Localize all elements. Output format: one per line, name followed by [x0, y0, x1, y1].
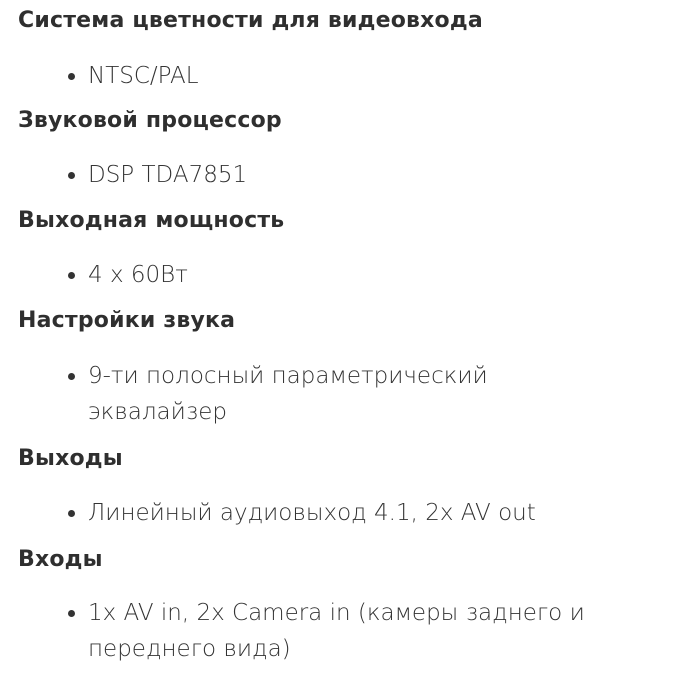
- spec-list: [18, 6, 668, 667]
- spec-values: [18, 358, 668, 430]
- spec-section-sound-processor: [18, 106, 668, 193]
- spec-section-sound-settings: [18, 306, 668, 430]
- spec-values: [18, 595, 668, 667]
- spec-value-text: DSP TDA7851: [88, 162, 248, 188]
- bullet-icon: [68, 172, 75, 179]
- spec-section-outputs: [18, 444, 668, 531]
- bullet-icon: [68, 73, 75, 80]
- spec-heading: Настройки звука: [18, 308, 236, 333]
- spec-values: [18, 495, 668, 531]
- spec-value-item: [18, 257, 668, 293]
- spec-value-text: 4 x 60Вт: [88, 262, 188, 288]
- bullet-icon: [68, 610, 75, 617]
- bullet-icon: [68, 510, 75, 517]
- spec-value-item: [18, 58, 668, 94]
- spec-values: [18, 257, 668, 293]
- bullet-icon: [68, 272, 75, 279]
- spec-section-video-color-system: [18, 6, 668, 94]
- spec-value-text: 1x AV in, 2x Camera in (камеры заднего и переднего вида): [88, 600, 585, 662]
- spec-heading: Выходная мощность: [18, 208, 285, 233]
- bullet-icon: [68, 373, 75, 380]
- spec-value-text: 9-ти полосный параметрический эквалайзер: [88, 363, 488, 425]
- spec-section-inputs: [18, 545, 668, 667]
- spec-value-item: [18, 358, 558, 430]
- spec-values: [18, 157, 668, 193]
- spec-heading: Входы: [18, 547, 103, 572]
- spec-heading: Система цветности для видеовхода: [18, 8, 483, 33]
- spec-value-text: Линейный аудиовыход 4.1, 2x AV out: [88, 500, 536, 526]
- spec-value-item: [18, 495, 668, 531]
- spec-section-output-power: [18, 206, 668, 293]
- spec-heading: Звуковой процессор: [18, 108, 282, 133]
- spec-value-item: [18, 595, 608, 667]
- spec-values: [18, 58, 668, 94]
- spec-value-item: [18, 157, 668, 193]
- spec-heading: Выходы: [18, 446, 123, 471]
- spec-value-text: NTSC/PAL: [88, 63, 199, 89]
